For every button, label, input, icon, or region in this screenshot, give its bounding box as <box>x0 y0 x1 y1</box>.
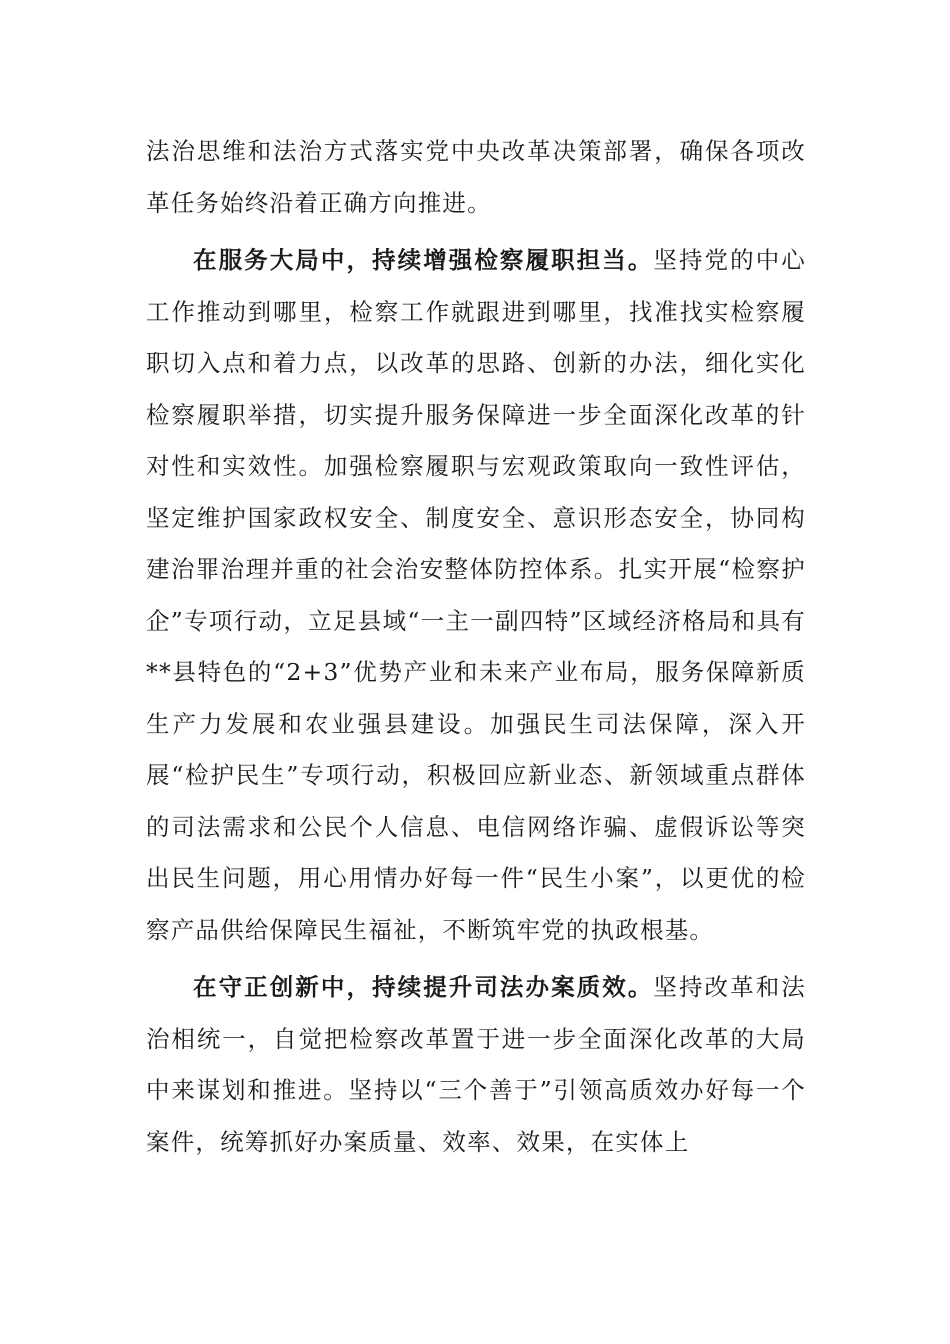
paragraph-text: 法治思维和法治方式落实党中央改革决策部署，确保各项改革任务始终沿着正确方向推进。 <box>146 137 806 217</box>
paragraph-innovation <box>146 962 806 1168</box>
paragraph-text: 坚持党的中心工作推动到哪里，检察工作就跟进到哪里，找准找实检察履职切入点和着力点，以改革的思路、创新的办法，细化实化检察履职举措，切实提升服务保障进一步全面深化改革的针对性和实效性。加强检察履职与宏观政策取向一致性评估，坚定维护国家政权安全、制度安全、意识形态安全，协同构建治罪治理并重的社会治安整体防控体系。扎实开展“检察护企”专项行动，立足县域“一主一副四特”区域经济格局和具有**县特色的“2+3”优势产业和未来产业布局，服务保障新质生产力发展和农业强县建设。加强民生司法保障，深入开展“检护民生”专项行动，积极回应新业态、新领域重点群体的司法需求和公民个人信息、电信网络诈骗、虚假诉讼等突出民生问题，用心用情办好每一件“民生小案”，以更优的检察产品供给保障民生福祉，不断筑牢党的执政根基。 <box>146 246 806 944</box>
paragraph-continuation <box>146 126 806 229</box>
paragraph-text: 坚持改革和法治相统一，自觉把检察改革置于进一步全面深化改革的大局中来谋划和推进。坚持以“三个善于”引领高质效办好每一个案件，统筹抓好办案质量、效率、效果，在实体上 <box>146 973 806 1156</box>
paragraph-lead-heading: 在服务大局中，持续增强检察履职担当。 <box>193 246 654 274</box>
paragraph-lead-heading: 在守正创新中，持续提升司法办案质效。 <box>193 973 654 1001</box>
paragraph-service-overall <box>146 235 806 956</box>
document-body <box>146 126 806 1174</box>
